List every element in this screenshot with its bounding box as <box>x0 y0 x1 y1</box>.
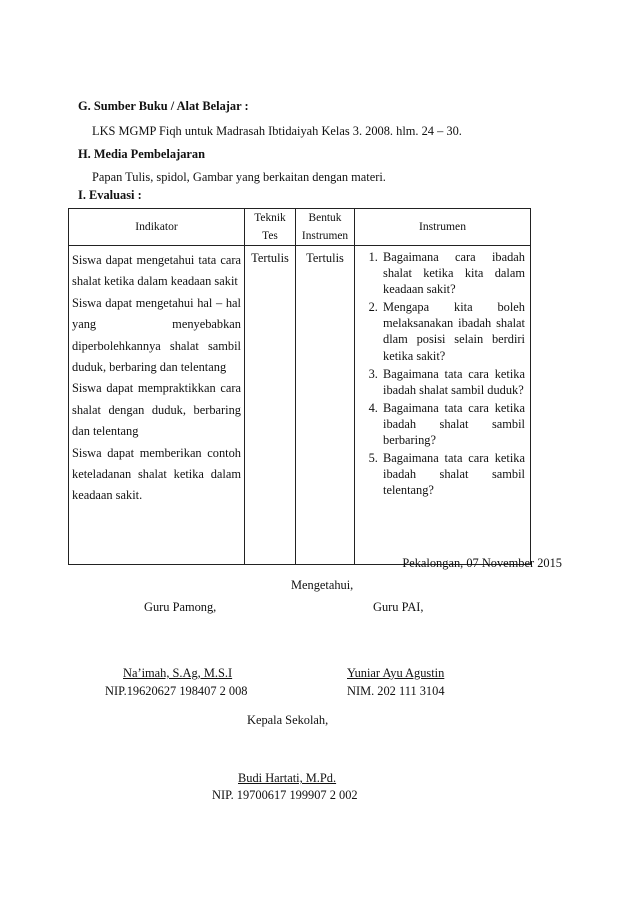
header-indikator: Indikator <box>69 209 245 246</box>
instrumen-item-4: 4. Bagaimana tata cara ketika ibadah shalat sambil berbaring? <box>381 400 525 448</box>
instrumen-item-1: 1. Bagaimana cara ibadah shalat ketika kita dalam keadaan sakit? <box>381 249 525 297</box>
indikator-item-3: Siswa dapat mempraktikkan cara shalat dengan duduk, berbaring dan telentang <box>72 381 241 439</box>
evaluation-table <box>68 208 531 565</box>
section-h-title: H. Media Pembelajaran <box>78 147 205 161</box>
kepala-sekolah-name: Budi Hartati, M.Pd. <box>238 771 337 785</box>
indikator-item-1: Siswa dapat mengetahui tata cara shalat ketika dalam keadaan sakit <box>72 253 241 289</box>
table-header-row <box>69 209 531 246</box>
kepala-sekolah-title: Kepala Sekolah, <box>247 713 329 727</box>
instrumen-item-3: 3. Bagaimana tata cara ketika ibadah shalat sambil duduk? <box>381 366 525 398</box>
instrumen-list <box>355 246 530 502</box>
instrumen-cell <box>355 246 531 565</box>
indikator-item-4: Siswa dapat memberikan contoh keteladanan shalat ketika dalam keadaan sakit. <box>72 445 241 503</box>
guru-pamong-nip: NIP.19620627 198407 2 008 <box>105 684 248 698</box>
guru-pai-title: Guru PAI, <box>373 600 424 614</box>
indikator-item-2: Siswa dapat mengetahui hal – hal yang menyebabkan diperbolehkannya shalat sambil duduk, berbaring dan telentang <box>72 295 241 375</box>
guru-pai-nim: NIM. 202 111 3104 <box>347 684 445 698</box>
header-teknik-line1: Teknik <box>254 212 286 224</box>
header-bentuk-instrumen <box>296 209 355 246</box>
kepala-sekolah-nip: NIP. 19700617 199907 2 002 <box>212 788 358 802</box>
instrumen-item-5: 5. Bagaimana tata cara ketika ibadah shalat sambil telentang? <box>381 450 525 498</box>
place-date: Pekalongan, 07 November 2015 <box>402 556 562 570</box>
section-i-title: I. Evaluasi : <box>78 188 142 202</box>
teknik-cell: Tertulis <box>245 246 296 565</box>
bentuk-cell: Tertulis <box>296 246 355 565</box>
header-bentuk-line2: Instrumen <box>301 230 349 242</box>
mengetahui-label: Mengetahui, <box>291 578 354 592</box>
table-row <box>69 246 531 565</box>
section-g-title: G. Sumber Buku / Alat Belajar : <box>78 99 249 113</box>
section-h-text: Papan Tulis, spidol, Gambar yang berkaitan dengan materi. <box>92 170 386 184</box>
guru-pamong-name: Na’imah, S.Ag, M.S.I <box>123 666 233 680</box>
guru-pamong-title: Guru Pamong, <box>144 600 217 614</box>
indikator-cell <box>69 246 245 565</box>
instrumen-item-2: 2. Mengapa kita boleh melaksanakan ibadah shalat dlam posisi selain berdiri ketika sakit? <box>381 299 525 363</box>
header-bentuk-line1: Bentuk <box>308 212 342 224</box>
header-teknik-line2: Tes <box>262 230 278 242</box>
section-g-text: LKS MGMP Fiqh untuk Madrasah Ibtidaiyah Kelas 3. 2008. hlm. 24 – 30. <box>92 124 462 138</box>
guru-pai-name: Yuniar Ayu Agustin <box>347 666 445 680</box>
header-instrumen: Instrumen <box>355 209 531 246</box>
header-teknik-tes <box>245 209 296 246</box>
